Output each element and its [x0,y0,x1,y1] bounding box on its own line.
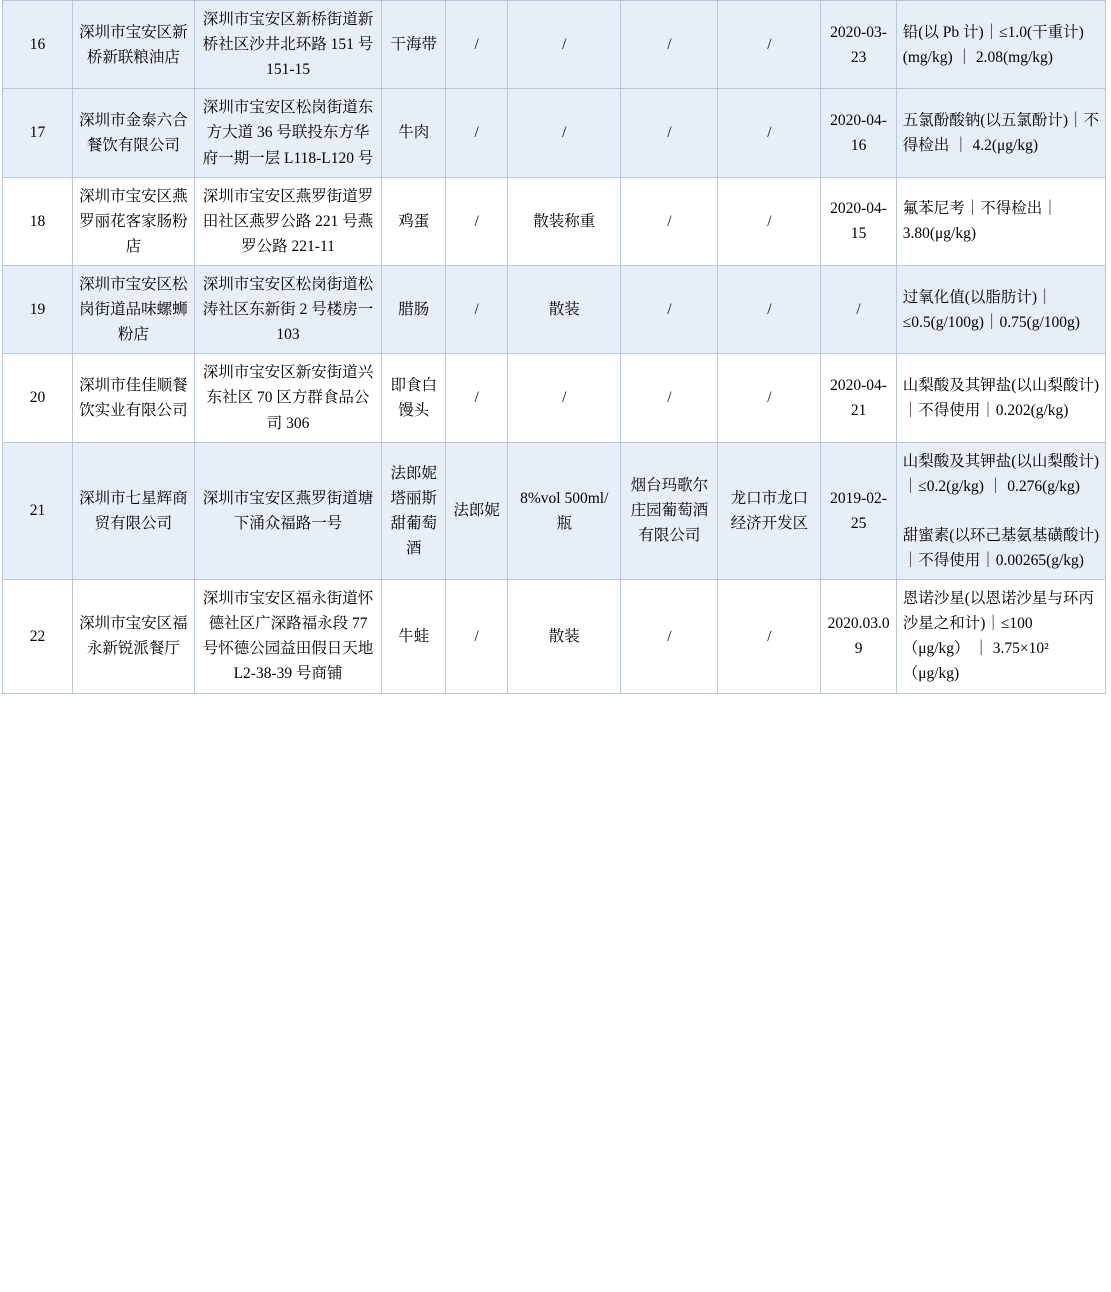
cell-org: 深圳市金泰六合餐饮有限公司 [73,89,195,177]
cell-items [896,354,1105,442]
cell-date: 2019-02-25 [821,442,896,579]
cell-address: 深圳市宝安区燕罗街道塘下涌众福路一号 [194,442,382,579]
table-row [3,354,1106,442]
cell-brand: / [446,89,508,177]
cell-brand: / [446,354,508,442]
cell-no: 21 [3,442,73,579]
cell-org: 深圳市宝安区燕罗丽花客家肠粉店 [73,177,195,265]
cell-maker: / [621,1,718,89]
cell-maker-address: / [718,580,821,693]
cell-maker-address: / [718,354,821,442]
cell-org: 深圳市宝安区松岗街道品味螺蛳粉店 [73,265,195,353]
cell-date: 2020.03.09 [821,580,896,693]
table-row [3,89,1106,177]
cell-date: 2020-04-21 [821,354,896,442]
cell-spec: / [508,354,621,442]
table-row [3,177,1106,265]
cell-date: 2020-04-15 [821,177,896,265]
cell-address: 深圳市宝安区新安街道兴东社区 70 区方群食品公司 306 [194,354,382,442]
cell-product: 牛蛙 [382,580,446,693]
cell-no: 16 [3,1,73,89]
cell-maker: / [621,580,718,693]
cell-no: 18 [3,177,73,265]
cell-items [896,265,1105,353]
inspection-results-table [2,0,1106,694]
item-result: 过氧化值(以脂肪计)｜≤0.5(g/100g)｜0.75(g/100g) [902,288,1080,331]
cell-product: 干海带 [382,1,446,89]
cell-org: 深圳市佳佳顺餐饮实业有限公司 [73,354,195,442]
cell-date: 2020-04-16 [821,89,896,177]
cell-address: 深圳市宝安区燕罗街道罗田社区燕罗公路 221 号燕罗公路 221-11 [194,177,382,265]
cell-address: 深圳市宝安区福永街道怀德社区广深路福永段 77 号怀德公园益田假日天地 L2-38-39 号商铺 [194,580,382,693]
cell-maker-address: / [718,1,821,89]
table-row [3,580,1106,693]
cell-spec: 散装 [508,580,621,693]
cell-spec: 散装称重 [508,177,621,265]
cell-no: 19 [3,265,73,353]
item-result: 五氯酚酸钠(以五氯酚计)｜不得检出 ｜ 4.2(μg/kg) [902,111,1100,154]
cell-date: / [821,265,896,353]
cell-product: 即食白馒头 [382,354,446,442]
cell-maker-address: / [718,89,821,177]
cell-maker: 烟台玛歌尔庄园葡萄酒有限公司 [621,442,718,579]
cell-org: 深圳市宝安区福永新锐派餐厅 [73,580,195,693]
cell-product: 法郎妮塔丽斯甜葡萄酒 [382,442,446,579]
cell-maker: / [621,89,718,177]
item-result: 氟苯尼考｜不得检出｜3.80(μg/kg) [902,200,1058,243]
cell-items [896,177,1105,265]
cell-no: 20 [3,354,73,442]
cell-items [896,1,1105,89]
cell-maker: / [621,354,718,442]
item-result: 甜蜜素(以环己基氨基磺酸计) ｜不得使用｜0.00265(g/kg) [902,526,1100,569]
table-row [3,1,1106,89]
cell-maker: / [621,265,718,353]
cell-address: 深圳市宝安区松岗街道东方大道 36 号联投东方华府一期一层 L118-L120 号 [194,89,382,177]
item-result: 恩诺沙星(以恩诺沙星与环丙沙星之和计)｜≤100（μg/kg） ｜ 3.75×10²（μg/kg) [902,590,1094,683]
cell-no: 22 [3,580,73,693]
table-row [3,265,1106,353]
cell-address: 深圳市宝安区松岗街道松涛社区东新街 2 号楼房一 103 [194,265,382,353]
cell-product: 腊肠 [382,265,446,353]
cell-brand: / [446,1,508,89]
cell-product: 牛肉 [382,89,446,177]
cell-address: 深圳市宝安区新桥街道新桥社区沙井北环路 151 号 151-15 [194,1,382,89]
cell-items [896,580,1105,693]
item-result: 山梨酸及其钾盐(以山梨酸计)｜不得使用｜0.202(g/kg) [902,376,1100,419]
cell-brand: / [446,580,508,693]
cell-maker-address: / [718,265,821,353]
cell-maker: / [621,177,718,265]
cell-product: 鸡蛋 [382,177,446,265]
table-body [3,1,1106,694]
cell-spec: / [508,89,621,177]
cell-brand: 法郎妮 [446,442,508,579]
cell-date: 2020-03-23 [821,1,896,89]
item-result: 铅(以 Pb 计)｜≤1.0(干重计)(mg/kg) ｜ 2.08(mg/kg) [902,23,1084,66]
cell-brand: / [446,265,508,353]
cell-maker-address: / [718,177,821,265]
cell-items [896,442,1105,579]
table-row [3,442,1106,579]
cell-no: 17 [3,89,73,177]
cell-maker-address: 龙口市龙口经济开发区 [718,442,821,579]
cell-org: 深圳市七星辉商贸有限公司 [73,442,195,579]
cell-spec: 散装 [508,265,621,353]
item-result: 山梨酸及其钾盐(以山梨酸计)｜≤0.2(g/kg) ｜ 0.276(g/kg) [902,452,1100,495]
cell-spec: / [508,1,621,89]
cell-org: 深圳市宝安区新桥新联粮油店 [73,1,195,89]
cell-brand: / [446,177,508,265]
cell-items [896,89,1105,177]
cell-spec: 8%vol 500ml/瓶 [508,442,621,579]
